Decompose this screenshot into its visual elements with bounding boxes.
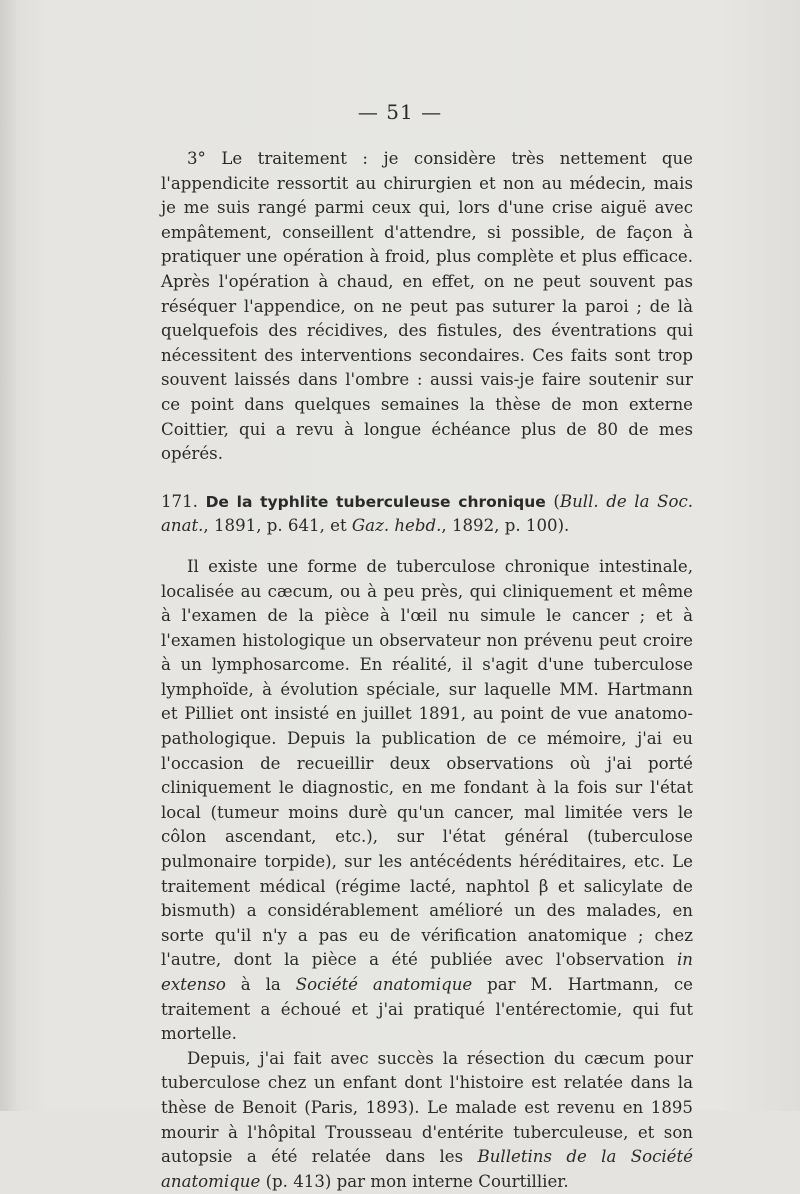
page-shadow	[0, 0, 18, 1111]
paragraph-2-italic-2: Société anatomique	[295, 975, 473, 994]
ref-journal-2: Gaz. hebd.	[351, 516, 442, 536]
paragraph-2-italic-1: in extenso	[161, 950, 693, 994]
entry-heading	[161, 490, 693, 539]
entry-title: De la typhlite tuberculeuse chronique	[205, 492, 546, 511]
paragraph-3-part-1: Depuis, j'ai fait avec succès la résection du cæcum pour tuberculose chez un enfant dont l'histoire est relatée dans la thèse de Benoit (Paris, 1893). Le malade est revenu en 1895 mourir à l'hôpital Trousseau d'entérite tuberculeuse, et son autopsie a été relatée dans les	[161, 1048, 693, 1167]
paragraph-typhlite	[161, 555, 693, 1047]
page-body	[161, 147, 693, 1194]
paragraph-resection	[161, 1047, 693, 1194]
ref-open: (	[553, 491, 560, 511]
page-number: — 51 —	[357, 100, 443, 124]
paragraph-2-part-3: par M. Hartmann, ce traitement a échoué et j'ai pratiqué l'entérectomie, qui fut mortelle.	[161, 975, 693, 1044]
paragraph-2-part-1: Il existe une forme de tuberculose chronique intestinale, localisée au cæcum, ou à peu près, qui cliniquement et même à l'examen de la pièce à l'œil nu simule le cancer ; et à l'examen histologique un observateur non prévenu peut croire à un lymphosarcome. En réalité, il s'agit d'une tuberculose lymphoïde, à évolution spéciale, sur laquelle MM. Hartmann et Pilliet ont insisté en juillet 1891, au point de vue anatomo-pathologique. Depuis la publication de ce mémoire, j'ai eu l'occasion de recueillir deux observations où j'ai porté cliniquement le diagnostic, en me fondant à la fois sur l'état local (tumeur moins durè qu'un cancer, mal limitée vers le côlon ascendant, etc.), sur l'état général (tuberculose pulmonaire torpide), sur les antécédents héréditaires, etc. Le traitement médical (régime lacté, naphtol β et salicylate de bismuth) a considérablement amélioré un des malades, en sorte qu'il n'y a pas eu de vérification anatomique ; chez l'autre, dont la pièce a été publiée avec l'observation	[161, 556, 693, 970]
paragraph-3-italic: Bulletins de la Société anatomique	[161, 1147, 693, 1191]
paragraph-3-part-2: (p. 413) par mon interne Courtillier.	[260, 1171, 569, 1191]
ref-end: , 1892, p. 100).	[441, 516, 570, 536]
paragraph-2-part-2: à la	[225, 975, 296, 994]
entry-number: 171.	[161, 491, 198, 511]
ref-journal-1: Bull. de la Soc. anat.	[161, 491, 694, 536]
ref-middle: , 1891, p. 641, et	[203, 516, 352, 536]
paragraph-treatment: 3° Le traitement : je considère très nettement que l'appendicite ressortit au chirurgien et non au médecin, mais je me suis rangé parmi ceux qui, lors d'une crise aiguë avec empâtement, conseillent d'attendre, si possible, de façon à pratiquer une opération à froid, plus complète et plus efficace. Après l'opération à chaud, en effet, on ne peut souvent pas réséquer l'appendice, on ne peut pas suturer la paroi ; de là quelquefois des récidives, des fistules, des éventrations qui nécessitent des interventions secondaires. Ces faits sont trop souvent laissés dans l'ombre : aussi vais-je faire soutenir sur ce point dans quelques semaines la thèse de mon externe Coittier, qui a revu à longue échéance plus de 80 de mes opérés.	[161, 149, 693, 464]
